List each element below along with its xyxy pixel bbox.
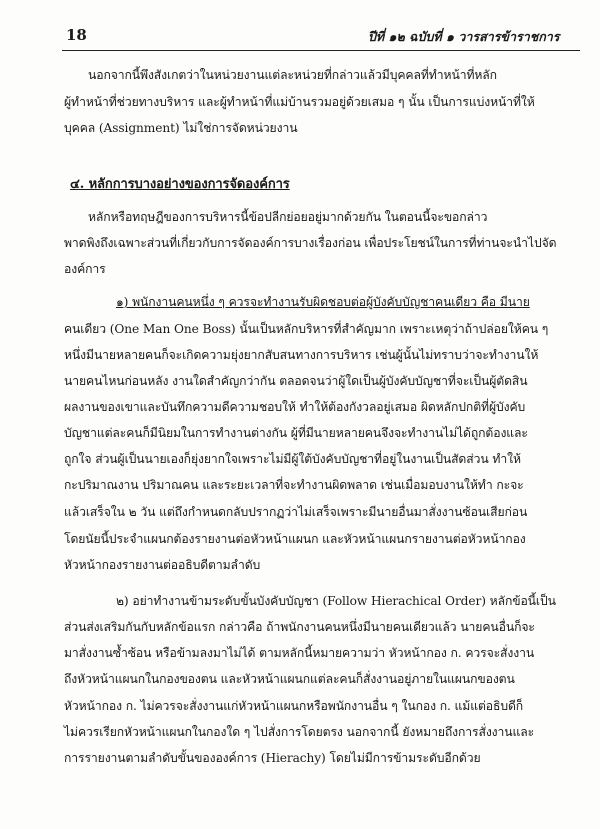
section-heading: ๔. หลักการบางอย่างของการจัดองค์การ — [70, 177, 290, 192]
text-line: คนเดียว (One Man One Boss) นั้นเป็นหลักบริหารที่สำคัญมาก เพราะเหตุว่าถ้าปล่อยให้คน ๆ — [64, 322, 549, 336]
text-line: แล้วเสร็จใน ๒ วัน แต่ถึงกำหนดกลับปรากฏว่าไม่เสร็จเพราะมีนายอื่นมาสั่งงานซ้อนเสียก่อน — [64, 505, 528, 519]
text-line: ถูกใจ ส่วนผู้เป็นนายเองก็ยุ่งยากใจเพราะไม่มีผู้ใต้บังคับบัญชาที่อยู่ในงานเป็นสัดส่วน ทำให้ — [64, 452, 521, 466]
text-line: พาดพิงถึงเฉพาะส่วนที่เกี่ยวกับการจัดองค์การบางเรื่องก่อน เพื่อประโยชน์ในการที่ท่านจะนำไปจัด — [64, 236, 557, 250]
text-line: หลักหรือทฤษฎีของการบริหารนี้ข้อปลีกย่อยอยู่มากด้วยกัน ในตอนนี้จะขอกล่าว — [88, 210, 488, 224]
text-line: โดยนัยนี้ประจำแผนกต้องรายงานต่อหัวหน้าแผนก และหัวหน้าแผนกรายงานต่อหัวหน้ากอง — [64, 532, 526, 546]
text-line: บัญชาแต่ละคนก็มีนิยมในการทำงานต่างกัน ผู้ที่มีนายหลายคนจึงจะทำงานไม่ได้ถูกต้องและ — [64, 426, 528, 440]
text-line: นายคนไหนก่อนหลัง งานใดสำคัญกว่ากัน ตลอดจนว่าผู้ใดเป็นผู้บังคับบัญชาที่จะเป็นผู้ตัดสิน — [64, 374, 528, 388]
page-number: 18 — [66, 26, 87, 44]
text-line: นอกจากนี้พึงสังเกตว่าในหน่วยงานแต่ละหน่วยที่กล่าวแล้วมีบุคคลที่ทำหน้าที่หลัก — [88, 68, 497, 82]
journal-title: ปีที่ ๑๒ ฉบับที่ ๑ วารสารข้าราชการ — [368, 29, 560, 44]
text-line: มาสั่งงานซ้ำซ้อน หรือข้ามลงมาไม่ได้ ตามหลักนี้หมายความว่า หัวหน้ากอง ก. ควรจะสั่งงาน — [64, 646, 535, 660]
text-line: หนึ่งมีนายหลายคนก็จะเกิดความยุ่งยากสับสนทางการบริหาร เช่นผู้นั้นไม่ทราบว่าจะทำงานให้ — [64, 348, 539, 362]
text-line: หัวหน้ากองรายงานต่ออธิบดีตามลำดับ — [64, 558, 261, 572]
text-line: ส่วนส่งเสริมกันกับหลักข้อแรก กล่าวคือ ถ้าพนักงานคนหนึ่งมีนายคนเดียวแล้ว นายคนอื่นก็จะ — [64, 620, 535, 634]
text-line: ถึงหัวหน้าแผนกในกองของตน และหัวหน้าแผนกแต่ละคนก็สั่งงานอยู่ภายในแผนกของตน — [64, 672, 515, 686]
header-rule — [62, 50, 580, 51]
text-line: หัวหน้ากอง ก. ไม่ควรจะสั่งงานแก่หัวหน้าแผนกหรือพนักงานอื่น ๆ ในกอง ก. แม้แต่อธิบดีก็ — [64, 699, 524, 713]
text-line: ผู้ทำหน้าที่ช่วยทางบริหาร และผู้ทำหน้าที่แม่บ้านรวมอยู่ด้วยเสมอ ๆ นั้น เป็นการแบ่งหน้าที่ให้ — [64, 95, 535, 109]
text-line: ผลงานของเขาและบันทึกความดีความชอบให้ ทำให้ต้องกังวลอยู่เสมอ ผิดหลักปกติที่ผู้บังคับ — [64, 400, 526, 414]
text-line: องค์การ — [64, 262, 106, 276]
text-line: ๑) พนักงานคนหนึ่ง ๆ ควรจะทำงานรับผิดชอบต่อผู้บังคับบัญชาคนเดียว คือ มีนาย — [116, 295, 530, 309]
text-line: กะปริมาณงาน ปริมาณคน และระยะเวลาที่จะทำงานผิดพลาด เช่นเมื่อมอบงานให้ทำ กะจะ — [64, 478, 524, 492]
text-line: ๒) อย่าทำงานข้ามระดับขั้นบังคับบัญชา (Follow Hierachical Order) หลักข้อนี้เป็น — [116, 594, 556, 608]
text-line: บุคคล (Assignment) ไม่ใช่การจัดหน่วยงาน — [64, 121, 298, 135]
text-line: ไม่ควรเรียกหัวหน้าแผนกในกองใด ๆ ไปสั่งการโดยตรง นอกจากนี้ ยังหมายถึงการสั่งงานและ — [64, 725, 535, 739]
text-line: การรายงานตามลำดับขั้นขององค์การ (Hierachy) โดยไม่มีการข้ามระดับอีกด้วย — [64, 751, 481, 765]
